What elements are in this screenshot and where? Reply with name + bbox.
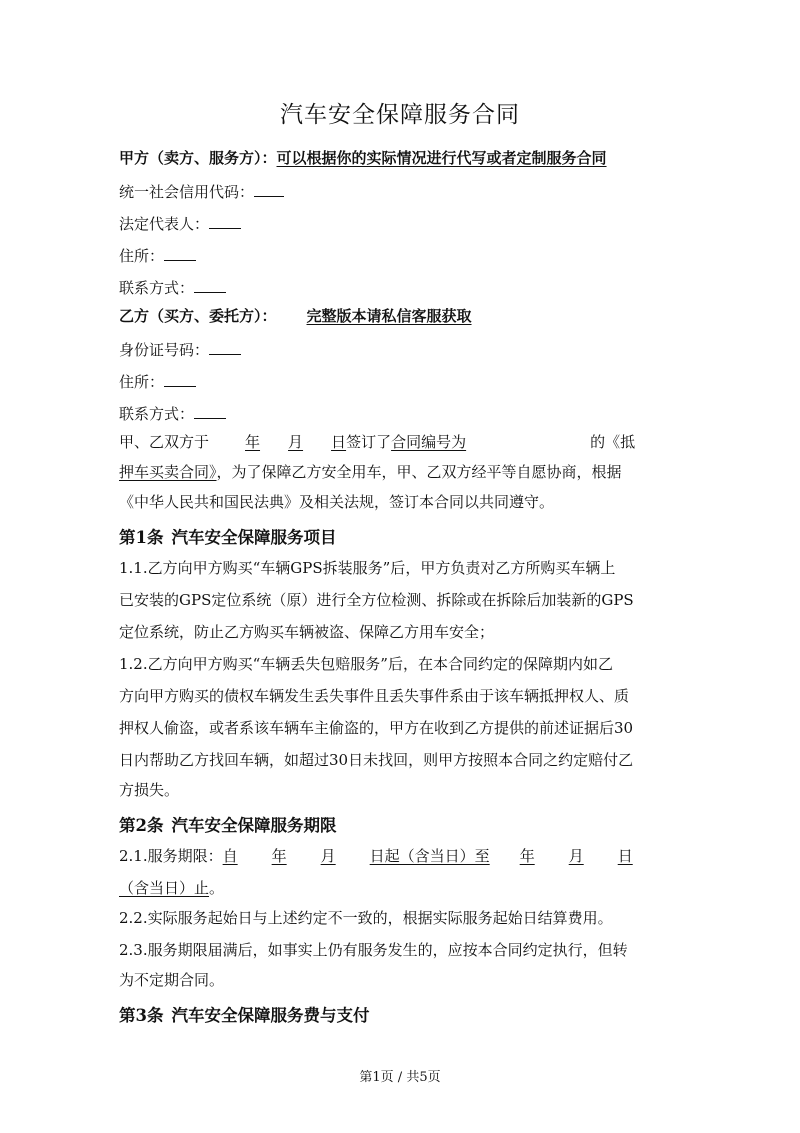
party-b-line — [119, 306, 472, 326]
paragraph-line: 为不定期合同。 — [119, 971, 225, 989]
paragraph-line: 已安装的GPS定位系统（原）进行全方位检测、拆除或在拆除后加装新的GPS — [119, 591, 634, 609]
paragraph-line: 日内帮助乙方找回车辆，如超过30日未找回，则甲方按照本合同之约定赔付乙 — [119, 751, 634, 769]
field-label: 联系方式： — [119, 279, 195, 297]
document-title: 汽车安全保障服务合同 — [280, 102, 520, 128]
paragraph-line: 2.2.实际服务起始日与上述约定不一致的，根据实际服务起始日结算费用。 — [119, 909, 613, 927]
field-label: 法定代表人： — [119, 215, 210, 233]
party-b-address — [119, 370, 196, 392]
field-label: 住所： — [119, 373, 165, 391]
blank-underline — [254, 180, 284, 197]
party-a-address — [119, 244, 196, 266]
blank-underline — [164, 370, 196, 387]
service-period-line-2: （含当日）止。 — [119, 879, 225, 897]
section-2-heading: 第2条 汽车安全保障服务期限 — [119, 816, 337, 835]
paragraph-line: 定位系统，防止乙方购买车辆被盗、保障乙方用车安全； — [119, 623, 495, 641]
party-a-legal-rep — [119, 212, 241, 234]
blank-underline — [209, 212, 241, 229]
paragraph-line: 1.1.乙方向甲方购买“车辆GPS拆装服务”后，甲方负责对乙方所购买车辆上 — [119, 559, 616, 577]
party-a-label: 甲方（卖方、服务方）： — [119, 149, 277, 167]
field-label: 住所： — [119, 247, 165, 265]
intro-line-3: 《中华人民共和国民法典》及相关法规，签订本合同以共同遵守。 — [119, 493, 555, 511]
party-a-credit-code — [119, 180, 284, 202]
intro-line-2: 押车买卖合同》，为了保障乙方安全用车，甲、乙双方经平等自愿协商，根据 — [119, 463, 622, 481]
service-period-line: 2.1.服务期限：自 年 月 日起（含当日）至 年 月 日 — [119, 847, 633, 865]
paragraph-line: 2.3.服务期限届满后，如事实上仍有服务发生的，应按本合同约定执行，但转 — [119, 941, 628, 959]
paragraph-line: 1.2.乙方向甲方购买“车辆丢失包赔服务”后，在本合同约定的保障期内如乙 — [119, 655, 613, 673]
party-b-value: 完整版本请私信客服获取 — [306, 307, 472, 325]
party-a-value: 可以根据你的实际情况进行代写或者定制服务合同 — [276, 149, 607, 167]
blank-underline — [209, 338, 241, 355]
party-a-contact — [119, 276, 226, 298]
paragraph-line: 押权人偷盗，或者系该车辆车主偷盗的，甲方在收到乙方提供的前述证据后30 — [119, 719, 634, 737]
party-b-label: 乙方（买方、委托方）： — [119, 307, 277, 325]
blank-underline — [164, 244, 196, 261]
field-label: 统一社会信用代码： — [119, 183, 255, 201]
blank-underline — [194, 402, 226, 419]
field-label: 身份证号码： — [119, 341, 210, 359]
party-a-line — [119, 148, 607, 168]
party-b-contact — [119, 402, 226, 424]
blank-underline — [194, 276, 226, 293]
party-b-id-number — [119, 338, 241, 360]
paragraph-line: 方向甲方购买的债权车辆发生丢失事件且丢失事件系由于该车辆抵押权人、质 — [119, 687, 630, 705]
section-3-heading: 第3条 汽车安全保障服务费与支付 — [119, 1006, 370, 1025]
intro-line-1: 甲、乙双方于 年 月 日签订了合同编号为 的《抵 — [119, 433, 636, 451]
paragraph-line: 方损失。 — [119, 781, 180, 799]
section-1-heading: 第1条 汽车安全保障服务项目 — [119, 528, 337, 547]
page-number: 第1页 / 共5页 — [359, 1070, 441, 1085]
field-label: 联系方式： — [119, 405, 195, 423]
